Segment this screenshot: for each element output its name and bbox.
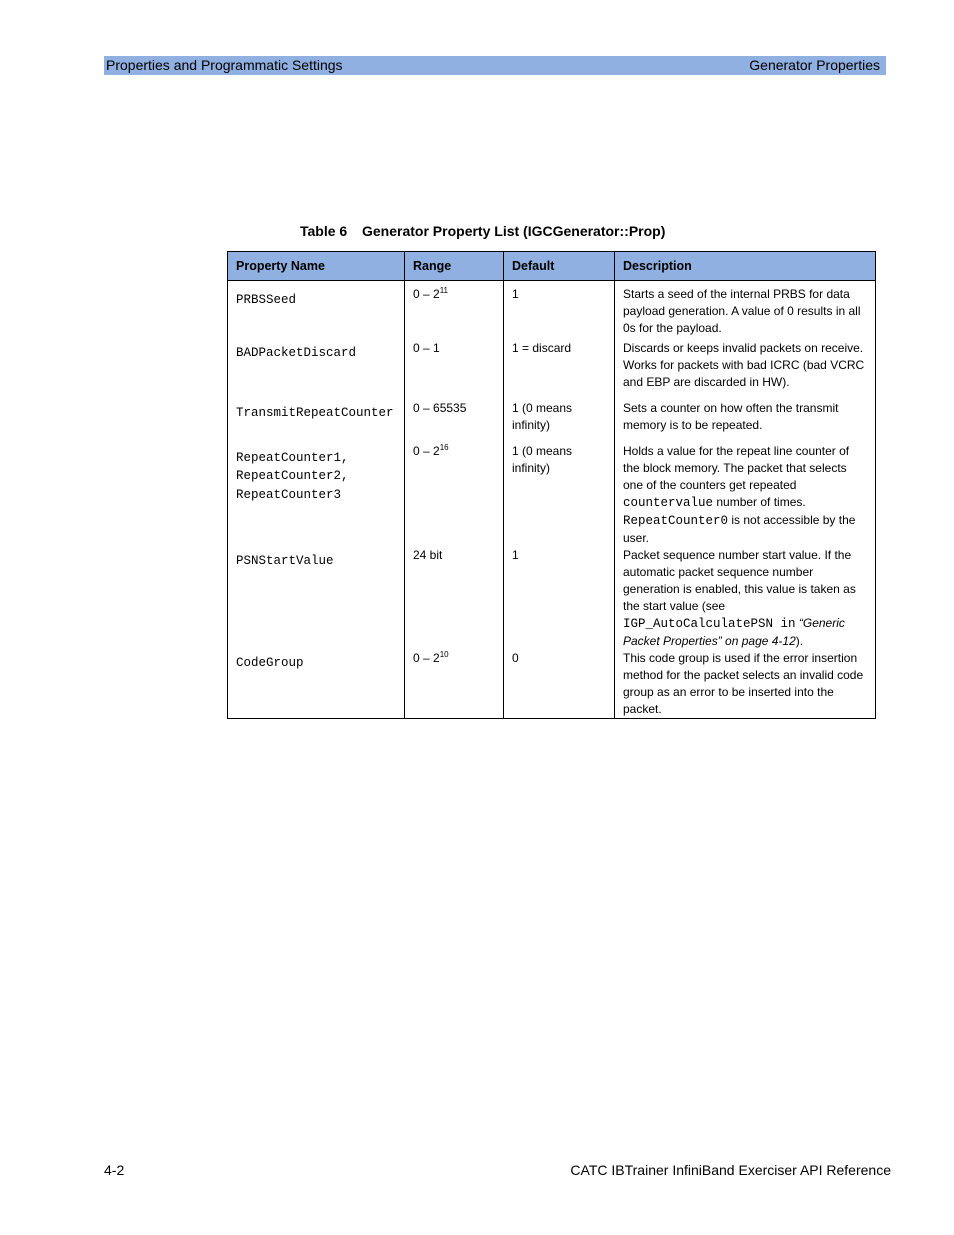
generator-property-table	[227, 251, 876, 719]
description-cell: Discards or keeps invalid packets on receive. Works for packets with bad ICRC (bad VCRC and EBP are discarded in HW).	[615, 340, 876, 400]
page-number: 4-2	[104, 1162, 125, 1178]
table-row	[228, 281, 876, 340]
property-name: PRBSSeed	[236, 293, 297, 307]
property-name-cell	[228, 443, 405, 547]
column-header-default: Default	[504, 252, 615, 281]
table-row	[228, 443, 876, 547]
property-name: RepeatCounter2,	[236, 469, 349, 483]
header-section-title: Properties and Programmatic Settings	[106, 57, 343, 73]
table-row	[228, 340, 876, 400]
description-code: RepeatCounter0	[623, 513, 729, 528]
header-topic-title: Generator Properties	[749, 57, 880, 73]
description-cell: Starts a seed of the internal PRBS for data payload generation. A value of 0 results in all 0s for the payload.	[615, 281, 876, 340]
property-name-cell	[228, 400, 405, 443]
table-title: Generator Property List (IGCGenerator::Prop)	[362, 223, 666, 239]
column-header-property-name: Property Name	[228, 252, 405, 281]
default-value: 1 (0 means infinity)	[504, 400, 615, 443]
description-text: is not accessible by the user.	[623, 512, 856, 545]
range-value: 0 – 2	[413, 443, 440, 458]
table-caption	[300, 223, 665, 239]
description-code: IGP_AutoCalculatePSN in	[623, 616, 796, 631]
range-value: 0 – 65535	[413, 400, 467, 415]
column-header-range: Range	[405, 252, 504, 281]
description-cell: This code group is used if the error insertion method for the packet selects an invalid code group as an error to be inserted into the packet.	[615, 650, 876, 719]
property-name: TransmitRepeatCounter	[236, 405, 394, 420]
range-value: 24 bit	[413, 547, 443, 562]
range-cell	[405, 340, 504, 400]
range-exponent: 10	[439, 649, 449, 659]
default-value: 1	[504, 281, 615, 340]
property-name: RepeatCounter3	[236, 487, 342, 502]
default-value: 1 (0 means infinity)	[504, 443, 615, 547]
description-text: Packet sequence number start value. If the automatic packet sequence number generation is enabled, this value is taken as the start value (see	[623, 547, 856, 613]
range-cell	[405, 400, 504, 443]
range-cell	[405, 281, 504, 340]
default-value: 1	[504, 547, 615, 650]
property-name-lines	[236, 443, 396, 505]
running-header	[104, 56, 886, 75]
description-cell	[615, 443, 876, 547]
range-value: 0 – 2	[413, 650, 440, 665]
range-cell	[405, 443, 504, 547]
table-header-row	[228, 252, 876, 281]
description-code: countervalue	[623, 495, 714, 510]
range-value: 0 – 2	[413, 287, 440, 301]
range-cell	[405, 650, 504, 719]
property-name-cell	[228, 547, 405, 650]
cross-reference-link[interactable]: “Generic Packet Properties” on page 4-12	[623, 615, 845, 648]
description-cell	[615, 547, 876, 650]
table-row	[228, 650, 876, 719]
table-row	[228, 400, 876, 443]
description-text: ).	[795, 633, 804, 648]
description-text: number of times.	[713, 494, 806, 509]
property-name-cell	[228, 340, 405, 400]
property-name-cell	[228, 281, 405, 340]
range-value: 0 – 1	[413, 340, 440, 355]
property-name: PSNStartValue	[236, 553, 334, 568]
range-exponent: 11	[439, 286, 449, 295]
property-name: RepeatCounter1,	[236, 450, 349, 465]
description-text: Holds a value for the repeat line counter of the block memory. The packet that selects one of the counters get repeated	[623, 443, 850, 492]
description-cell: Sets a counter on how often the transmit memory is to be repeated.	[615, 400, 876, 443]
table-row	[228, 547, 876, 650]
property-name-cell	[228, 650, 405, 719]
table-number: Table 6	[300, 223, 348, 239]
property-name: CodeGroup	[236, 655, 304, 670]
range-cell	[405, 547, 504, 650]
property-name: BADPacketDiscard	[236, 345, 357, 360]
range-exponent: 16	[439, 442, 449, 452]
default-value: 0	[504, 650, 615, 719]
column-header-description: Description	[615, 252, 876, 281]
default-value: 1 = discard	[504, 340, 615, 400]
document-title: CATC IBTrainer InfiniBand Exerciser API Reference	[570, 1162, 891, 1178]
